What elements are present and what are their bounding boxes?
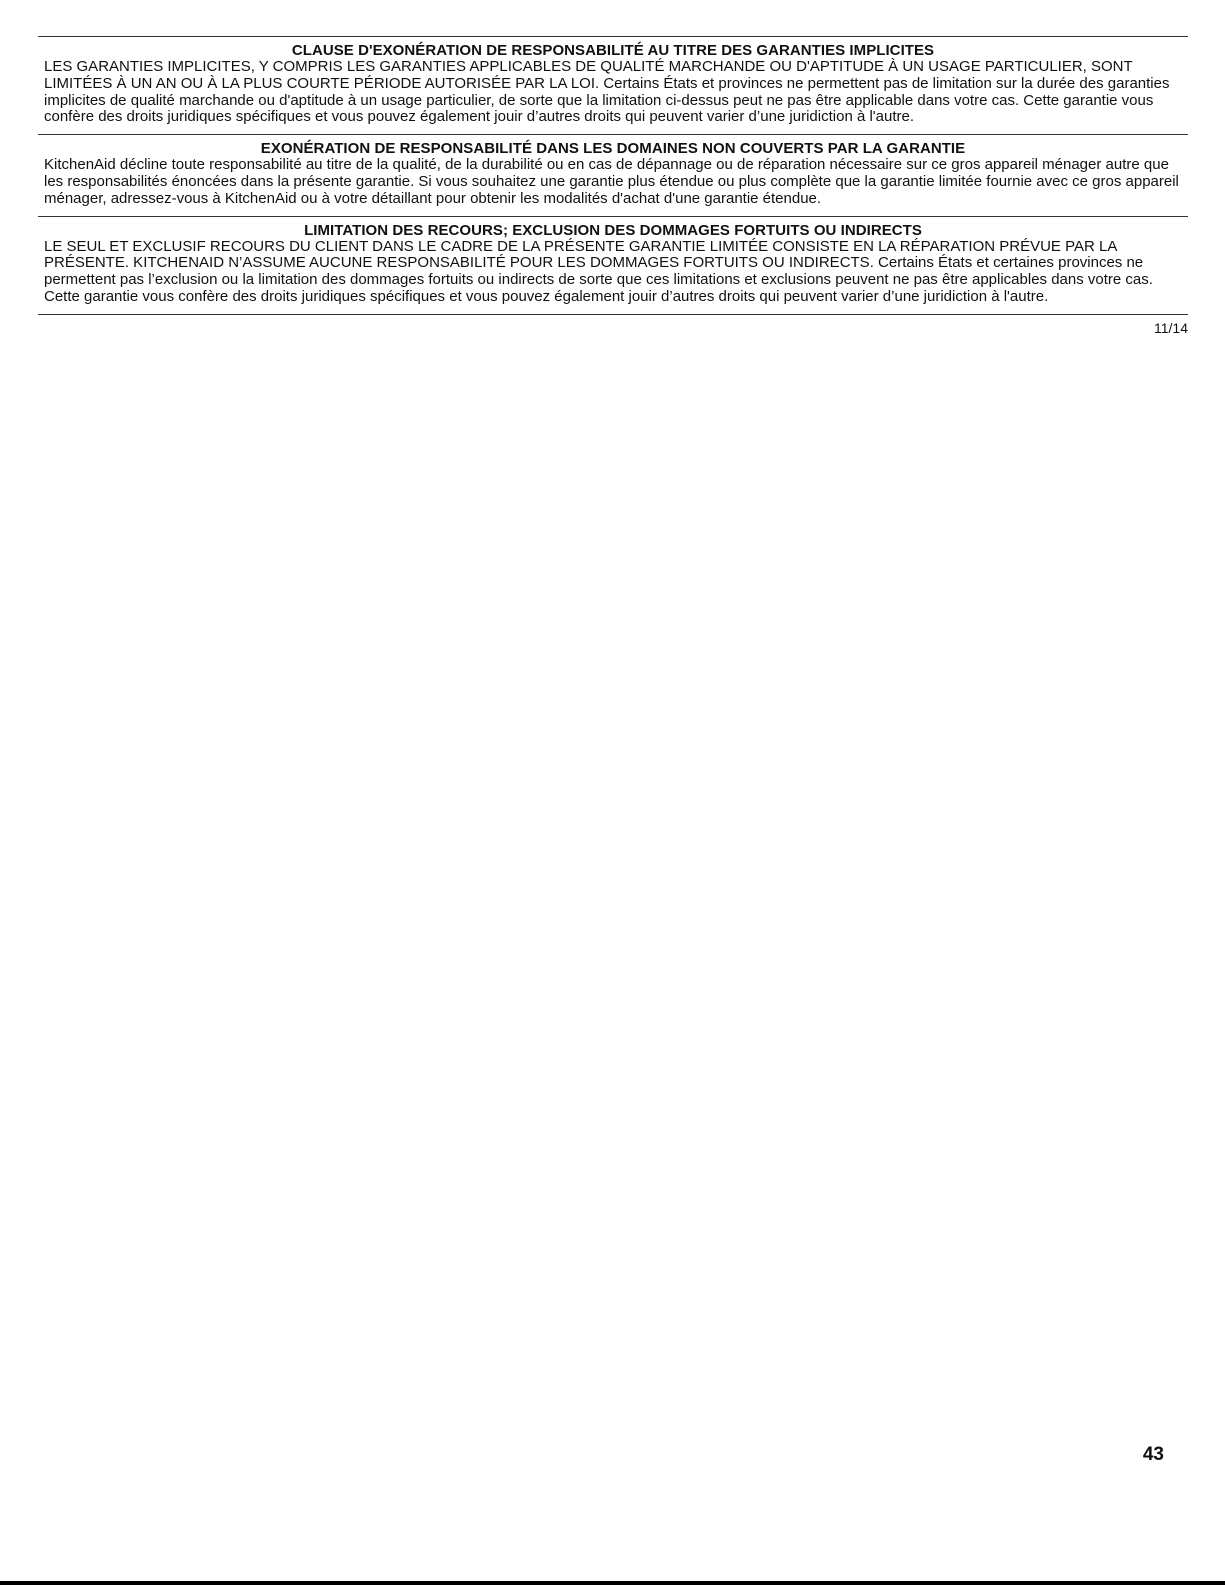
bottom-edge-bar [0,1581,1225,1585]
section-title: LIMITATION DES RECOURS; EXCLUSION DES DOMMAGES FORTUITS OU INDIRECTS [304,221,922,239]
section-body: LES GARANTIES IMPLICITES, Y COMPRIS LES GARANTIES APPLICABLES DE QUALITÉ MARCHANDE OU D'APTITUDE À UN USAGE PARTICULIER, SONT LIMITÉES À UN AN OU À LA PLUS COURTE PÉRIODE AUTORISÉE PAR LA LOI. Certains États et provinces ne permettent pas de limitation sur la durée des garanties implicites de qualité marchande ou d'aptitude à un usage particulier, de sorte que la limitation ci-dessus peut ne pas être applicable dans votre cas. Cette garantie vous confère des droits juridiques spécifiques et vous pouvez également jouir d’autres droits qui peuvent varier d’une juridiction à l'autre. [44,58,1170,126]
section-limitation-of-remedies [38,217,1188,314]
section-body: LE SEUL ET EXCLUSIF RECOURS DU CLIENT DANS LE CADRE DE LA PRÉSENTE GARANTIE LIMITÉE CONSISTE EN LA RÉPARATION PRÉVUE PAR LA PRÉSENTE. KITCHENAID N’ASSUME AUCUNE RESPONSABILITÉ POUR LES DOMMAGES FORTUITS OU INDIRECTS. Certains États et certaines provinces ne permettent pas l’exclusion ou la limitation des dommages fortuits ou indirects de sorte que ces limitations et exclusions peuvent ne pas être applicables dans votre cas. Cette garantie vous confère des droits juridiques spécifiques et vous pouvez également jouir d’autres droits qui peuvent varier d’une juridiction à l'autre. [44,237,1153,305]
document-code: 11/14 [1154,319,1188,336]
section-title: CLAUSE D'EXONÉRATION DE RESPONSABILITÉ AU TITRE DES GARANTIES IMPLICITES [291,42,935,59]
page-number: 43 [1142,1444,1164,1465]
section-implied-warranties [38,37,1188,134]
warranty-text-block [38,36,1188,336]
section-title: EXONÉRATION DE RESPONSABILITÉ DANS LES DOMAINES NON COUVERTS PAR LA GARANTIE [260,140,966,158]
section-not-covered [38,135,1188,215]
section-body: KitchenAid décline toute responsabilité au titre de la qualité, de la durabilité ou en cas de dépannage ou de réparation nécessaire sur ce gros appareil ménager autre que les responsabilités énoncées dans la présente garantie. Si vous souhaitez une garantie plus étendue ou plus complète que la garantie limitée fournie avec ce gros appareil ménager, adressez-vous à KitchenAid ou à votre détaillant pour obtenir les modalités d'achat d'une garantie étendue. [44,156,1179,207]
